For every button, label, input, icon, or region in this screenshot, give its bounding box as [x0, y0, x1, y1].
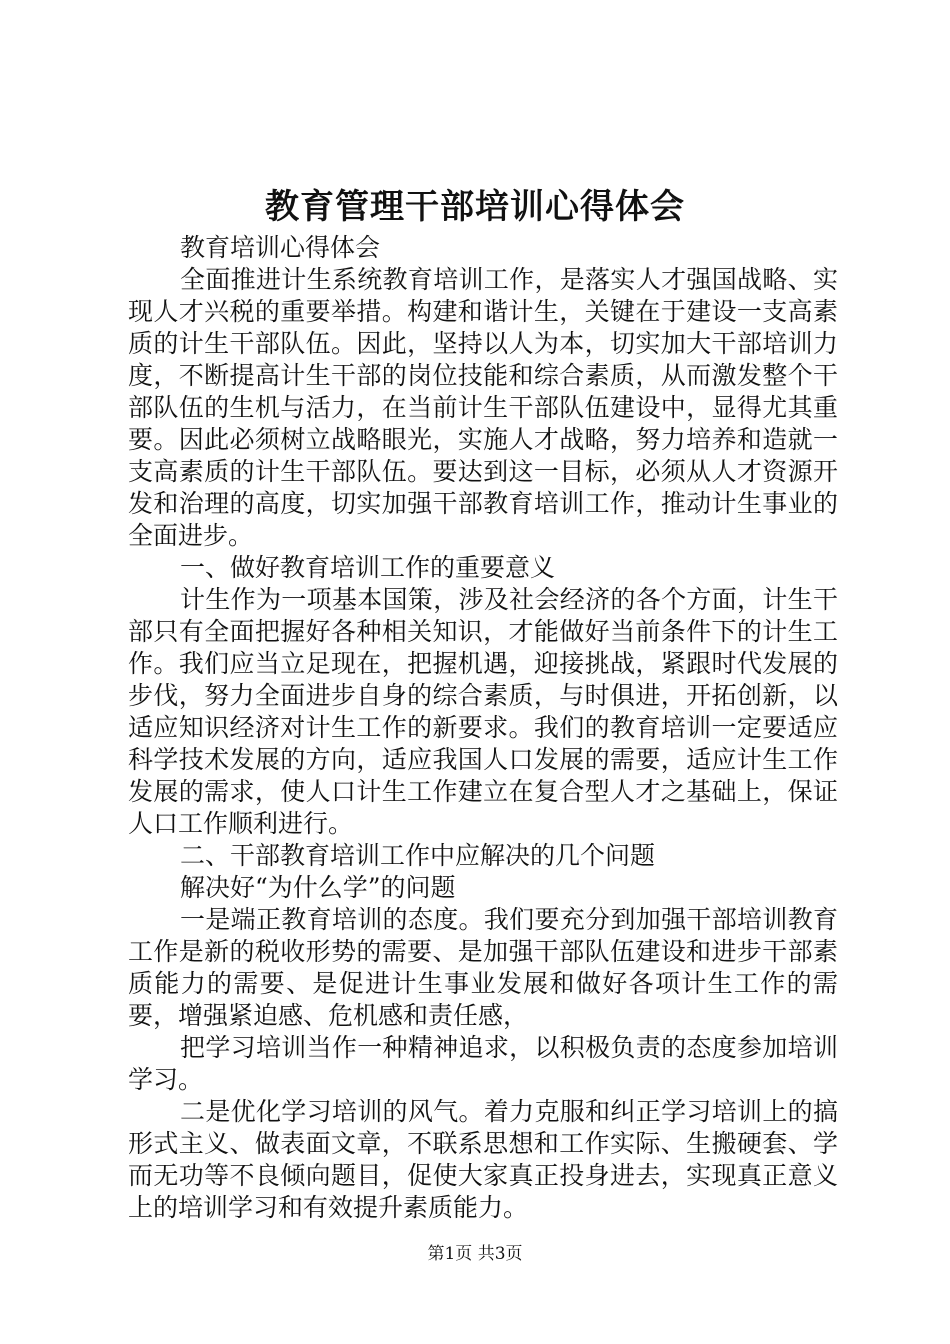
subsection-heading: 解决好“为什么学”的问题: [180, 873, 456, 902]
page-footer: 第1页 共3页: [427, 1244, 523, 1264]
paragraph: 教育培训心得体会: [180, 233, 381, 262]
document-title: 教育管理干部培训心得体会: [265, 187, 685, 227]
paragraph: 把学习培训当作一种精神追求，以积极负责的态度参加培训学习。: [128, 1033, 838, 1094]
paragraph: 一是端正教育培训的态度。我们要充分到加强干部培训教育工作是新的税收形势的需要、是加强干部队伍建设和进步干部素质能力的需要、是促进计生事业发展和做好各项计生工作的需要，增强紧迫感、危机感和责任感，: [128, 905, 838, 1030]
paragraph: 计生作为一项基本国策，涉及社会经济的各个方面，计生干部只有全面把握好各种相关知识，才能做好当前条件下的计生工作。我们应当立足现在，把握机遇，迎接挑战，紧跟时代发展的步伐，努力全面进步自身的综合素质，与时俱进，开拓创新，以适应知识经济对计生工作的新要求。我们的教育培训一定要适应科学技术发展的方向，适应我国人口发展的需要，适应计生工作发展的需求，使人口计生工作建立在复合型人才之基础上，保证人口工作顺利进行。: [128, 585, 838, 838]
section-heading: 二、干部教育培训工作中应解决的几个问题: [180, 841, 656, 870]
section-heading: 一、做好教育培训工作的重要意义: [180, 553, 556, 582]
paragraph: 全面推进计生系统教育培训工作，是落实人才强国战略、实现人才兴税的重要举措。构建和谐计生，关键在于建设一支高素质的计生干部队伍。因此，坚持以人为本，切实加大干部培训力度，不断提高计生干部的岗位技能和综合素质，从而激发整个干部队伍的生机与活力，在当前计生干部队伍建设中，显得尤其重要。因此必须树立战略眼光，实施人才战略，努力培养和造就一支高素质的计生干部队伍。要达到这一目标，必须从人才资源开发和治理的高度，切实加强干部教育培训工作，推动计生事业的全面进步。: [128, 265, 838, 550]
paragraph: 二是优化学习培训的风气。着力克服和纠正学习培训上的搞形式主义、做表面文章，不联系思想和工作实际、生搬硬套、学而无功等不良倾向题目，促使大家真正投身进去，实现真正意义上的培训学习和有效提升素质能力。: [128, 1097, 838, 1222]
document-body: [128, 232, 838, 1224]
